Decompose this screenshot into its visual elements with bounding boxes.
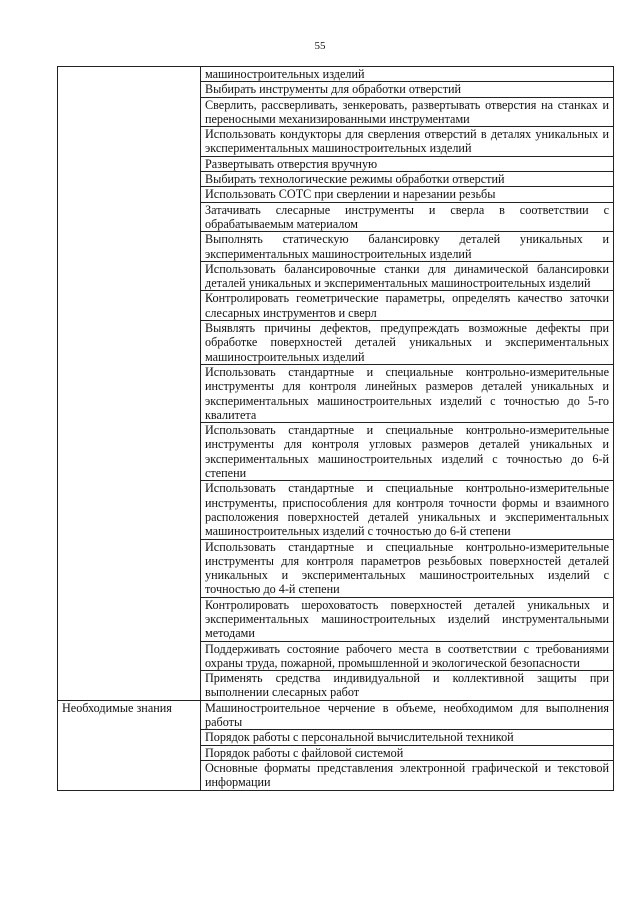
page-number: 55 [314,40,326,52]
table-cell-text: Развертывать отверстия вручную [201,156,614,171]
table-cell-text: Затачивать слесарные инструменты и сверла в соответствии с обрабатываемым материалом [201,202,614,232]
table-cell-text: Использовать кондукторы для сверления отверстий в деталях уникальных и экспериментальных машиностроительных изделий [201,127,614,157]
table-cell-text: Выявлять причины дефектов, предупреждать возможные дефекты при обработке поверхностей деталей уникальных и экспериментальных машиностроительных изделий [201,321,614,365]
knowledge-label: Необходимые знания [58,700,201,790]
table-cell-text: Использовать стандартные и специальные контрольно-измерительные инструменты для контроля параметров резьбовых поверхностей деталей уникальных и экспериментальных машиностроительных изделий с точностью до 4-й степени [201,539,614,597]
table-cell-text: Машиностроительное черчение в объеме, необходимом для выполнения работы [201,700,614,730]
table-cell-text: Контролировать шероховатость поверхностей деталей уникальных и экспериментальных машиностроительных изделий инструментальными методами [201,597,614,641]
table-cell-text: Использовать балансировочные станки для динамической балансировки деталей уникальных и экспериментальных машиностроительных изделий [201,261,614,291]
table-cell-text: машиностроительных изделий [201,67,614,82]
requirements-table [57,66,614,791]
table-cell-text: Основные форматы представления электронной графической и текстовой информации [201,760,614,790]
table-cell-text: Порядок работы с файловой системой [201,745,614,760]
table-cell-text: Использовать СОТС при сверлении и нарезании резьбы [201,187,614,202]
table-cell-text: Применять средства индивидуальной и коллективной защиты при выполнении слесарных работ [201,671,614,701]
table-cell-text: Использовать стандартные и специальные контрольно-измерительные инструменты для контроля линейных размеров деталей уникальных и экспериментальных машиностроительных изделий с точностью до 5-го квалитета [201,364,614,422]
table-cell-text: Использовать стандартные и специальные контрольно-измерительные инструменты для контроля угловых размеров деталей уникальных и экспериментальных машиностроительных изделий с точностью до 6-й степени [201,423,614,481]
table-cell-text: Поддерживать состояние рабочего места в соответствии с требованиями охраны труда, пожарной, промышленной и экологической безопасности [201,641,614,671]
table-cell-text: Выбирать инструменты для обработки отверстий [201,82,614,97]
table-row [58,67,614,82]
table-cell-text: Выполнять статическую балансировку деталей уникальных и экспериментальных машиностроительных изделий [201,232,614,262]
table-cell-text: Использовать стандартные и специальные контрольно-измерительные инструменты, приспособления для контроля точности формы и взаимного расположения поверхностей деталей уникальных и экспериментальных машиностроительных изделий с точностью до 6-й степени [201,481,614,539]
table-cell-text: Выбирать технологические режимы обработки отверстий [201,172,614,187]
table-cell-text: Порядок работы с персональной вычислительной техникой [201,730,614,745]
table-row [58,700,614,730]
table-cell-text: Сверлить, рассверливать, зенкеровать, развертывать отверстия на станках и переносными механизированными инструментами [201,97,614,127]
table-cell-text: Контролировать геометрические параметры, определять качество заточки слесарных инструментов и сверл [201,291,614,321]
skills-label-cell [58,67,201,701]
